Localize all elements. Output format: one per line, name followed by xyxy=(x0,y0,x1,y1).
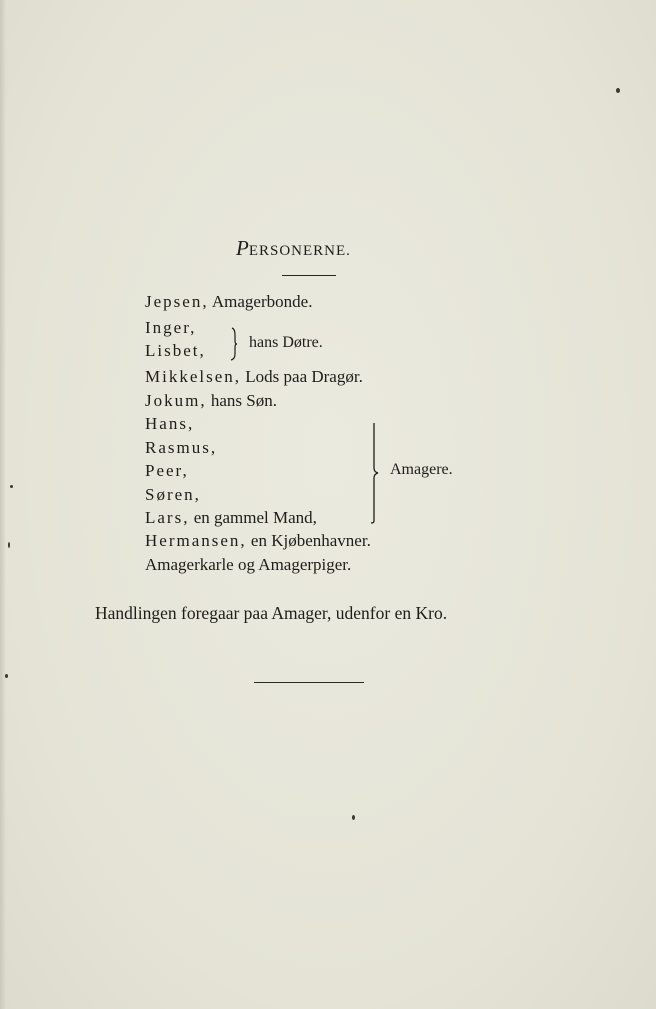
title-initial: P xyxy=(236,236,249,260)
character-soren: Søren, xyxy=(145,485,201,504)
amagere-brace xyxy=(368,422,380,524)
ink-speck xyxy=(10,485,13,488)
amagere-label: Amagere. xyxy=(390,461,453,478)
character-jepsen xyxy=(145,292,312,312)
page-title xyxy=(236,236,396,261)
character-role: hans Søn. xyxy=(210,391,277,410)
character-role: en gammel Mand, xyxy=(193,508,317,527)
ink-speck xyxy=(5,674,8,678)
character-name: Hermansen, xyxy=(145,531,247,550)
setting-line: Handlingen foregaar paa Amager, udenfor en Kro. xyxy=(95,603,448,623)
character-lars xyxy=(145,508,317,528)
daughters-brace xyxy=(231,327,237,361)
ink-speck xyxy=(616,88,620,93)
title-divider xyxy=(282,275,336,276)
ink-speck xyxy=(8,542,10,548)
character-hermansen xyxy=(145,531,371,551)
title-rest: ERSONERNE. xyxy=(248,243,351,259)
character-mikkelsen xyxy=(145,367,363,387)
character-name: Jokum, xyxy=(145,391,207,410)
character-peer: Peer, xyxy=(145,461,189,480)
page-edge-shadow xyxy=(0,0,6,1009)
character-hans: Hans, xyxy=(145,414,195,433)
character-name: Jepsen, xyxy=(145,292,209,311)
end-divider xyxy=(254,682,364,683)
character-name: Mikkelsen, xyxy=(145,367,242,386)
ink-speck xyxy=(352,815,355,820)
character-name: Lars, xyxy=(145,508,190,527)
character-extras: Amagerkarle og Amagerpiger. xyxy=(145,555,352,574)
character-jokum xyxy=(145,391,277,411)
character-lisbet: Lisbet, xyxy=(145,341,206,360)
character-role: en Kjøbenhavner. xyxy=(250,531,371,550)
daughters-label: hans Døtre. xyxy=(249,334,323,351)
character-role: Amagerbonde. xyxy=(211,292,313,311)
character-inger: Inger, xyxy=(145,318,197,337)
character-role: Lods paa Dragør. xyxy=(245,367,363,386)
character-rasmus: Rasmus, xyxy=(145,438,218,457)
